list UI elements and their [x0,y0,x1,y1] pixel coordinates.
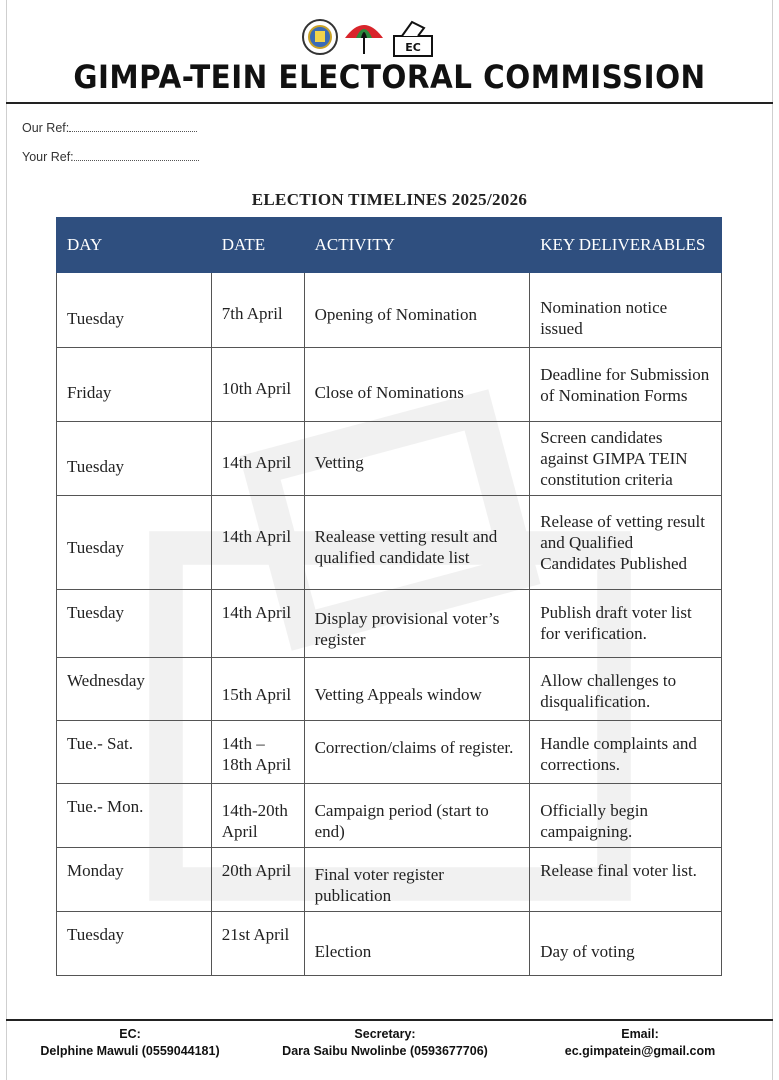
cell-day: Tuesday [57,422,212,496]
cell-activity: Vetting [304,422,530,496]
logo-strip [0,18,779,60]
umbrella-logo-icon [343,18,385,56]
our-ref-label: Our Ref: [22,121,70,135]
your-ref-label: Your Ref: [22,150,74,164]
footer-ec-label: EC: [119,1027,141,1041]
table-row [57,496,722,590]
table-row [57,721,722,784]
footer-secretary-name: Dara Saibu Nwolinbe (0593677706) [282,1044,488,1058]
cell-day: Tue.- Mon. [57,784,212,848]
cell-activity: Close of Nominations [304,348,530,422]
cell-day: Friday [57,348,212,422]
cell-deliverable: Publish draft voter list for verification. [530,590,722,658]
timeline-table [56,217,722,976]
cell-activity: Election [304,912,530,976]
cell-date: 14th – 18th April [211,721,304,784]
table-row [57,422,722,496]
table-row [57,658,722,721]
cell-activity: Campaign period (start to end) [304,784,530,848]
cell-date: 21st April [211,912,304,976]
cell-deliverable: Handle complaints and corrections. [530,721,722,784]
footer-secretary [265,1026,505,1060]
your-ref-line [74,159,199,161]
table-row [57,348,722,422]
cell-activity: Final voter register publication [304,848,530,912]
cell-deliverable: Allow challenges to disqualification. [530,658,722,721]
table-row [57,784,722,848]
cell-day: Wednesday [57,658,212,721]
footer-secretary-label: Secretary: [354,1027,416,1041]
your-ref [22,150,199,164]
footer-email [545,1026,735,1060]
cell-deliverable: Officially begin campaigning. [530,784,722,848]
table-row [57,912,722,976]
logo-badge-text: EC [405,41,421,54]
table-header-row [57,218,722,273]
our-ref-line [69,130,197,132]
cell-deliverable: Nomination notice issued [530,273,722,348]
footer-ec-name: Delphine Mawuli (0559044181) [40,1044,220,1058]
cell-activity: Opening of Nomination [304,273,530,348]
header-activity: ACTIVITY [304,218,530,273]
our-ref [22,121,197,135]
footer-divider [6,1019,773,1021]
gimpa-seal-icon [301,18,339,56]
cell-date: 14th-20th April [211,784,304,848]
header-divider [6,102,773,104]
footer-email-label: Email: [621,1027,659,1041]
cell-deliverable: Deadline for Submission of Nomination Forms [530,348,722,422]
cell-deliverable: Release of vetting result and Qualified Candidates Published [530,496,722,590]
cell-activity: Vetting Appeals window [304,658,530,721]
page-title: GIMPA-TEIN ELECTORAL COMMISSION [73,58,706,96]
ballot-box-icon [390,18,438,58]
cell-deliverable: Day of voting [530,912,722,976]
cell-activity: Realease vetting result and qualified candidate list [304,496,530,590]
cell-date: 14th April [211,422,304,496]
cell-date: 20th April [211,848,304,912]
cell-activity: Display provisional voter’s register [304,590,530,658]
header-deliverables: KEY DELIVERABLES [530,218,722,273]
cell-date: 14th April [211,590,304,658]
cell-date: 15th April [211,658,304,721]
cell-day: Tuesday [57,590,212,658]
header-date: DATE [211,218,304,273]
footer-email-value[interactable]: ec.gimpatein@gmail.com [564,1044,716,1058]
cell-day: Monday [57,848,212,912]
cell-date: 10th April [211,348,304,422]
cell-day: Tuesday [57,912,212,976]
table-row [57,848,722,912]
cell-day: Tuesday [57,273,212,348]
document-title: ELECTION TIMELINES 2025/2026 [251,190,528,209]
table-row [57,590,722,658]
cell-date: 14th April [211,496,304,590]
table-row [57,273,722,348]
cell-deliverable: Screen candidates against GIMPA TEIN constitution criteria [530,422,722,496]
cell-activity: Correction/claims of register. [304,721,530,784]
header-day: DAY [57,218,212,273]
cell-day: Tue.- Sat. [57,721,212,784]
cell-deliverable: Release final voter list. [530,848,722,912]
cell-date: 7th April [211,273,304,348]
cell-day: Tuesday [57,496,212,590]
footer-ec [20,1026,240,1060]
